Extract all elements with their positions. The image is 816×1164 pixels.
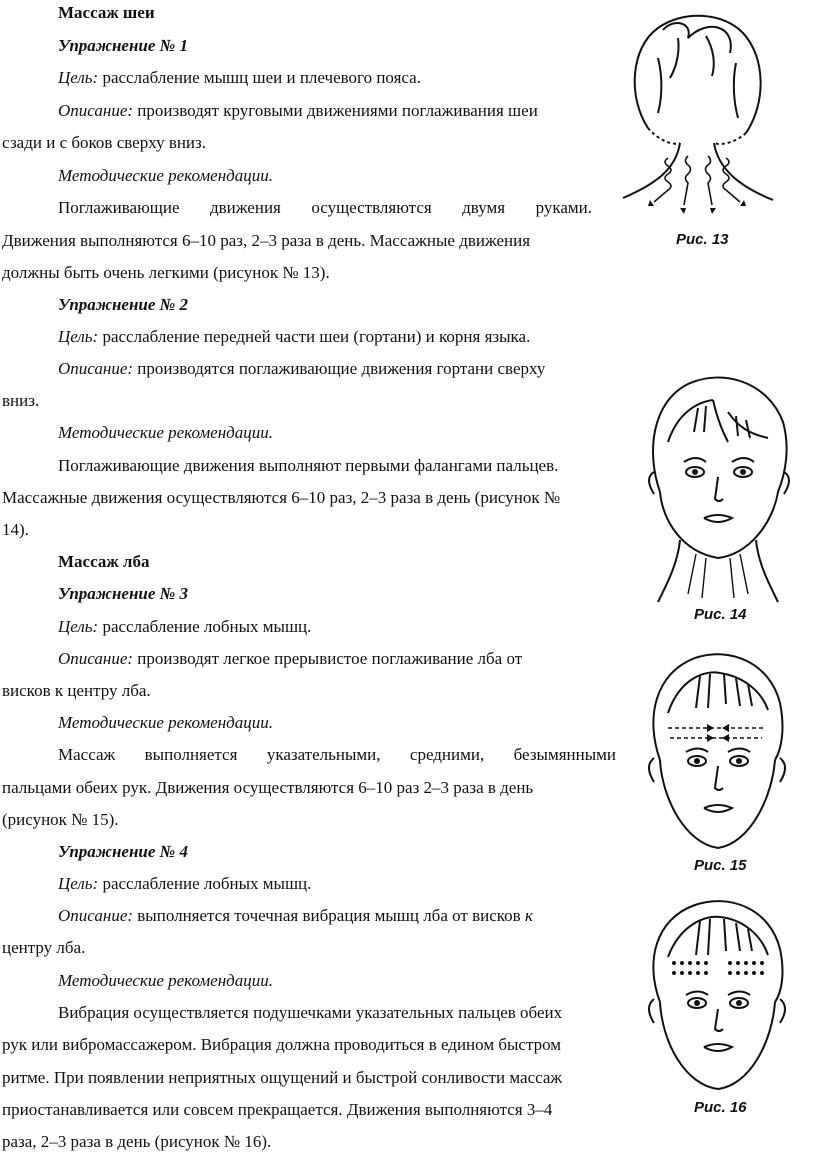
recommendations-label: Методические рекомендации. bbox=[58, 971, 273, 990]
exercise-goal: Цель: расслабление мышц шеи и плечевого пояса. bbox=[58, 68, 421, 87]
recommendations-text: ритме. При появлении неприятных ощущений и быстрой сонливости массаж bbox=[2, 1068, 563, 1087]
recommendations-text: Массаж выполняется указательными, средними, безымянными bbox=[58, 745, 616, 764]
recommendations-label: Методические рекомендации. bbox=[58, 166, 273, 185]
figure-caption: Рис. 15 bbox=[694, 857, 747, 874]
recommendations-text: Массажные движения осуществляются 6–10 раз, 2–3 раза в день (рисунок № bbox=[2, 488, 561, 507]
recommendations-text: должны быть очень легкими (рисунок № 13). bbox=[2, 263, 330, 282]
recommendations-text: (рисунок № 15). bbox=[2, 810, 119, 829]
head-back-view-icon bbox=[618, 8, 778, 218]
face-neck-icon bbox=[638, 372, 798, 604]
section-heading: Массаж шеи bbox=[58, 3, 155, 22]
exercise-description-cont: центру лба. bbox=[2, 938, 86, 957]
figure-caption: Рис. 16 bbox=[694, 1099, 747, 1116]
recommendations-text: приостанавливается или совсем прекращается. Движения выполняются 3–4 bbox=[2, 1100, 553, 1119]
face-forehead-arrows-icon bbox=[640, 648, 790, 856]
exercise-description: Описание: производят круговыми движениями поглаживания шеи bbox=[58, 101, 538, 120]
recommendations-text: 14). bbox=[2, 520, 29, 539]
recommendations-text: Вибрация осуществляется подушечками указательных пальцев обеих bbox=[58, 1003, 563, 1022]
exercise-goal: Цель: расслабление лобных мышц. bbox=[58, 874, 312, 893]
exercise-description: Описание: производятся поглаживающие движения гортани сверху bbox=[58, 359, 546, 378]
exercise-title: Упражнение № 2 bbox=[58, 295, 188, 314]
exercise-description-cont: сзади и с боков сверху вниз. bbox=[2, 133, 206, 152]
recommendations-text: Поглаживающие движения выполняют первыми фалангами пальцев. bbox=[58, 456, 559, 475]
recommendations-label: Методические рекомендации. bbox=[58, 423, 273, 442]
recommendations-text: пальцами обеих рук. Движения осуществляются 6–10 раз 2–3 раза в день bbox=[2, 778, 534, 797]
face-forehead-dots-icon bbox=[640, 897, 790, 1097]
recommendations-text: раза, 2–3 раза в день (рисунок № 16). bbox=[2, 1132, 272, 1151]
exercise-title: Упражнение № 1 bbox=[58, 36, 188, 55]
recommendations-text: Движения выполняются 6–10 раз, 2–3 раза в день. Массажные движения bbox=[2, 231, 531, 250]
exercise-description: Описание: производят легкое прерывистое поглаживание лба от bbox=[58, 649, 523, 668]
figure-caption: Рис. 14 bbox=[694, 606, 747, 623]
section-heading: Массаж лба bbox=[58, 552, 150, 571]
recommendations-label: Методические рекомендации. bbox=[58, 713, 273, 732]
recommendations-text: Поглаживающие движения осуществляются двумя руками. bbox=[58, 198, 592, 217]
recommendations-text: рук или вибромассажером. Вибрация должна проводиться в едином быстром bbox=[2, 1035, 562, 1054]
exercise-goal: Цель: расслабление лобных мышц. bbox=[58, 617, 312, 636]
exercise-goal: Цель: расслабление передней части шеи (гортани) и корня языка. bbox=[58, 327, 531, 346]
figure-caption: Рис. 13 bbox=[676, 231, 729, 248]
exercise-description-cont: вниз. bbox=[2, 391, 40, 410]
exercise-title: Упражнение № 4 bbox=[58, 842, 188, 861]
exercise-description-cont: висков к центру лба. bbox=[2, 681, 151, 700]
exercise-description: Описание: выполняется точечная вибрация мышц лба от висков к bbox=[58, 906, 533, 925]
exercise-title: Упражнение № 3 bbox=[58, 584, 188, 603]
